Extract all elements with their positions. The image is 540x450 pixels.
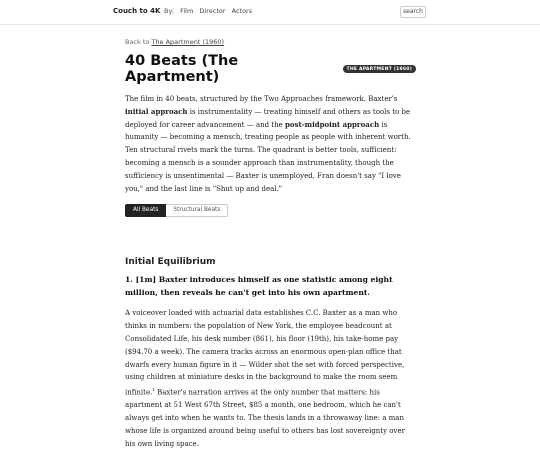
nav-links bbox=[164, 7, 256, 15]
beats-view-toggle bbox=[125, 204, 416, 217]
nav-by-label: By: bbox=[164, 7, 175, 15]
breadcrumb bbox=[125, 38, 416, 46]
back-link[interactable]: The Apartment (1960) bbox=[151, 38, 225, 46]
nav-link-director[interactable]: Director bbox=[199, 7, 226, 15]
beat-body-text-1: A voiceover loaded with actuarial data establishes C.C. Baxter as a man who thinks in numbers: the population of New York, the employee headcount at Consolidated Life, his desk number (861), his floor (19th), his take-home pay ($94.70 a week). The camera tracks across an enormous open-plan office that dwarfs every human figure in it — Wilder shot the set with forced perspective, using children at miniature desks in the background to make the room seem infinite. bbox=[125, 309, 405, 397]
intro-text-3: is humanity — becoming a mensch, treating people as people with inherent worth. Ten structural rivets mark the turns. The quadrant is better tools, sufficient: becoming a mensch is a sounder approach than instrumentality, though the sufficiency is unsentimental — Baxter is unemployed, Fran doesn't say "I love you," and the last line is "Shut up and deal." bbox=[125, 120, 411, 193]
toggle-structural-beats[interactable]: Structural Beats bbox=[166, 204, 228, 217]
intro-bold-post-midpoint-approach: post-midpoint approach bbox=[285, 119, 380, 129]
intro-bold-initial-approach: initial approach bbox=[125, 106, 188, 116]
section-title: Initial Equilibrium bbox=[125, 257, 216, 268]
search-button[interactable]: search bbox=[400, 6, 426, 18]
beat-body bbox=[125, 307, 416, 450]
page-title: 40 Beats (The Apartment) bbox=[125, 53, 239, 85]
nav-link-actors[interactable]: Actors bbox=[231, 7, 253, 15]
beat-body-text-2: Baxter's narration arrives at the only number that matters: his apartment at 51 West 67th Street, $85 a month, one bedroom, which he can't always get into when he wants to. The thesis lands in a throwaway line: a man whose life is organized around being useful to others has lost sovereignty over his own living space. bbox=[125, 388, 405, 448]
intro-paragraph bbox=[125, 93, 416, 195]
footnote-marker[interactable]: 1 bbox=[152, 387, 155, 393]
nav-link-film[interactable]: Film bbox=[180, 7, 194, 15]
site-brand[interactable]: Couch to 4K bbox=[113, 7, 161, 15]
toggle-all-beats[interactable]: All Beats bbox=[125, 204, 166, 217]
film-badge[interactable]: THE APARTMENT (1960) bbox=[343, 65, 417, 73]
beat-heading: 1. [1m] Baxter introduces himself as one statistic among eight million, then reveals he can't get into his own apartment. bbox=[125, 275, 393, 297]
main-content bbox=[125, 38, 416, 450]
intro-text-2: is instrumentality — treating himself and others as tools to be deployed for career advancement — and the bbox=[125, 107, 411, 129]
intro-text-1: The film in 40 beats, structured by the Two Approaches framework. Baxter's bbox=[125, 95, 398, 103]
top-navigation-bar bbox=[0, 0, 540, 25]
breadcrumb-prefix: Back to bbox=[125, 38, 152, 46]
title-row bbox=[125, 53, 416, 85]
